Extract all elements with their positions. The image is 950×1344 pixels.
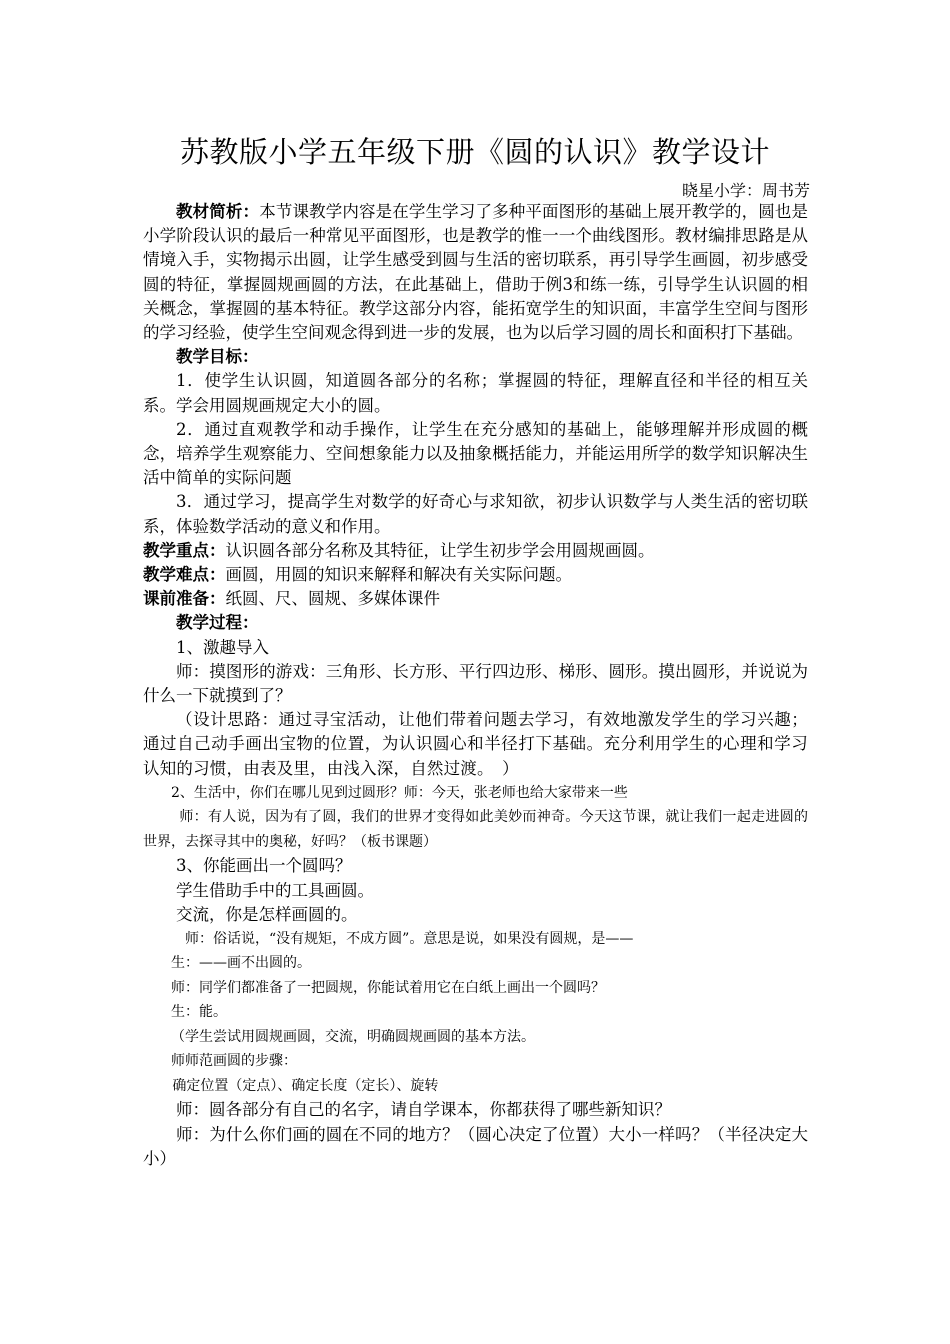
goal-item-2: 2．通过直观教学和动手操作，让学生在充分感知的基础上，能够理解并形成圆的概念，培养学生观察能力、空间想象能力以及抽象概括能力，并能运用所学的数学知识解决生活中简单的实际问题 [143,419,808,488]
teacher-ask: 师：同学们都准备了一把圆规，你能试着用它在白纸上画出一个圆吗？ [171,979,605,996]
document-title: 苏教版小学五年级下册《圆的认识》教学设计 [179,135,770,169]
preparation-line [143,587,808,611]
step-3-share: 交流，你是怎样画圆的。 [176,904,358,924]
demo-line: 师师范画圆的步骤： [171,1053,297,1070]
goal-item-3: 3．通过学习，提高学生对数学的好奇心与求知欲，初步认识数学与人类生活的密切联系，体验数学活动的意义和作用。 [143,492,808,536]
step-2-heading: 2、生活中，你们在哪儿见到过圆形？师：今天，张老师也给大家带来一些 [171,784,628,801]
analysis-paragraph [143,200,808,345]
student-yes: 生：能。 [171,1004,227,1021]
process-heading: 教学过程： [176,613,259,633]
key-point-line [143,539,808,563]
analysis-text: 本节课教学内容是在学生学习了多种平面图形的基础上展开教学的，圆也是小学阶段认识的最后一种常见平面图形，也是教学的惟一一个曲线图形。教材编排思路是从情境入手，实物揭示出圆，让学生感受到圆与生活的密切联系，再引导学生画圆，初步感受圆的特征，掌握圆规画圆的方法，在此基础上，借助于例3和练一练，引导学生认识圆的相关概念，掌握圆的基本特征。教学这部分内容，能拓宽学生的知识面，丰富学生空间与图形的学习经验，使学生空间观念得到进一步的发展，也为以后学习圆的周长和面积打下基础。 [143,202,809,343]
step-3-heading: 3、你能画出一个圆吗？ [176,856,352,876]
step-1-heading: 1、激趣导入 [176,637,269,657]
author-line: 晓星小学：周书芳 [681,181,810,200]
key-point-label: 教学重点： [143,540,226,560]
document-body [143,200,808,1171]
difficulty-text: 画圆，用圆的知识来解释和解决有关实际问题。 [225,565,572,585]
key-point-text: 认识圆各部分名称及其特征，让学生初步学会用圆规画圆。 [225,540,655,560]
analysis-label: 教材简析： [176,202,260,221]
teacher-saying: 师：俗话说，“没有规矩，不成方圆”。意思是说，如果没有圆规，是—— [185,930,634,947]
design-note: （设计思路：通过寻宝活动，让他们带着问题去学习，有效地激发学生的学习兴趣；通过自己动手画出宝物的位置，为认识圆心和半径打下基础。充分利用学生的心理和学习认知的习惯，由表及里，由浅入深，自然过渡。 ） [143,710,808,778]
goal-item-1: 1．使学生认识圆，知道圆各部分的名称；掌握圆的特征，理解直径和半径的相互关系。学会用圆规画规定大小的圆。 [143,371,808,415]
step-3-draw: 学生借助手中的工具画圆。 [176,880,374,900]
try-note: （学生尝试用圆规画圆，交流，明确圆规画圆的基本方法。 [171,1028,535,1045]
preparation-text: 纸圆、尺、圆规、多媒体课件 [225,589,440,609]
difficulty-line [143,563,808,587]
student-reply: 生：——画不出圆的。 [171,955,311,972]
preparation-label: 课前准备： [143,589,226,609]
teacher-names: 师：圆各部分有自己的名字，请自学课本，你都获得了哪些新知识？ [176,1100,671,1120]
teacher-why: 师：为什么你们画的圆在不同的地方？（圆心决定了位置）大小一样吗？（半径决定大小） [143,1124,808,1168]
steps-line: 确定位置（定点）、确定长度（定长）、旋转 [172,1077,439,1094]
difficulty-label: 教学难点： [143,565,226,585]
step-2-teacher: 师：有人说，因为有了圆，我们的世界才变得如此美妙而神奇。今天这节课，就让我们一起走进圆的世界，去探寻其中的奥秘，好吗？（板书课题） [143,809,808,850]
step-1-teacher: 师：摸图形的游戏：三角形、长方形、平行四边形、梯形、圆形。摸出圆形，并说说为什么一下就摸到了？ [143,661,808,706]
goals-heading: 教学目标： [176,347,259,367]
